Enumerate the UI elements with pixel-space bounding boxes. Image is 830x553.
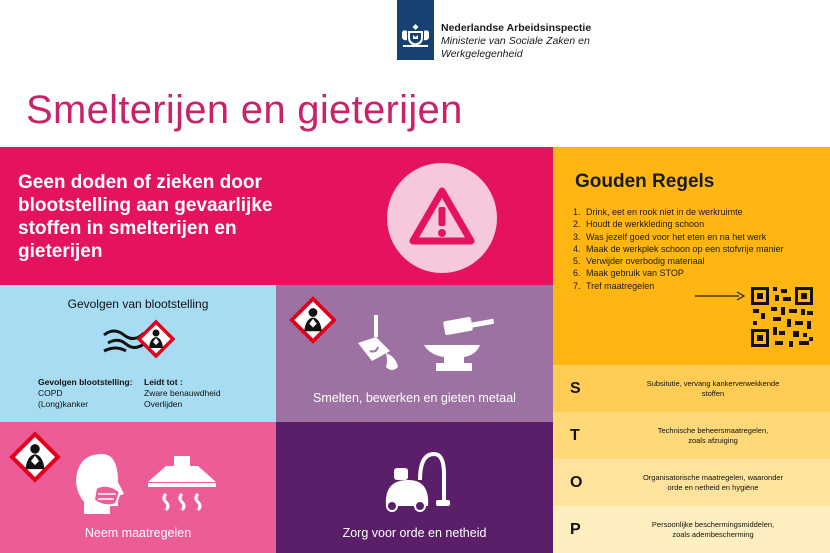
leads-to-heading: Leidt tot : [144, 377, 183, 387]
melting-panel [276, 285, 553, 422]
measures-panel [0, 422, 276, 553]
stop-description: Subsitutie, vervang kankerverwekkende stoffen [646, 378, 780, 398]
effects-heading: Gevolgen blootstelling: [38, 377, 133, 387]
hero-line-2: blootstelling aan gevaarlijke [18, 195, 273, 216]
stop-row-t [553, 412, 830, 459]
exposure-effects-panel [0, 285, 276, 422]
stop-row-s [553, 365, 830, 412]
stop-description: Organisatorische maatregelen, waaronder orde en netheid en hygiëne [642, 472, 784, 492]
golden-rules-list [573, 206, 784, 292]
organisation-name [441, 22, 591, 61]
exposure-effects-title: Gevolgen van blootstelling [67, 297, 209, 311]
list-item: 6. Maak gebruik van STOP [573, 268, 684, 279]
warning-triangle-icon [409, 187, 475, 247]
stop-letter: T [570, 427, 580, 444]
ministry-line-1: Ministerie van Sociale Zaken en [441, 35, 590, 47]
arrow-right-icon [695, 291, 745, 301]
stop-letter: P [570, 521, 581, 538]
measures-caption: Neem maatregelen [84, 526, 192, 540]
ghs-health-hazard-icon [8, 430, 62, 484]
stop-letter: S [570, 380, 581, 397]
stop-row-p [553, 506, 830, 553]
vacuum-cleaner-icon [380, 450, 450, 512]
stop-row-o [553, 459, 830, 506]
list-item: 3. Was jezelf goed voor het eten en na het werk [573, 231, 767, 242]
hero-line-3: stoffen in smelterijen en [18, 218, 237, 239]
housekeeping-panel [276, 422, 553, 553]
leads-to-column [144, 377, 221, 410]
stop-description: Technische beheersmaatregelen, zoals afzuiging [657, 425, 769, 445]
ghs-health-hazard-icon [136, 319, 176, 359]
list-item: 2. Houdt de werkkleding schoon [573, 219, 705, 230]
hero-line-4: gieterijen [18, 241, 103, 262]
anvil-hammer-icon [422, 317, 498, 377]
effects-item: (Long)kanker [38, 399, 89, 409]
hero-line-1: Geen doden of zieken door [18, 172, 262, 193]
list-item: 4. Maak de werkplek schoon op een stofvrije manier [573, 243, 784, 254]
stop-description: Persoonlijke beschermingsmiddelen, zoals adembescherming [651, 519, 775, 539]
page-title: Smelterijen en gieterijen [26, 88, 463, 132]
ministry-line-2: Werkgelegenheid [441, 48, 523, 60]
golden-rules-title: Gouden Regels [575, 171, 715, 192]
crucible-icon [352, 313, 414, 375]
list-item: 1. Drink, eet en rook niet in de werkruimte [573, 207, 743, 217]
melting-caption: Smelten, bewerken en gieten metaal [313, 391, 516, 405]
stop-letter: O [570, 474, 583, 491]
coat-of-arms-icon [400, 22, 431, 48]
effects-column [38, 377, 132, 410]
face-mask-icon [68, 450, 136, 518]
logo-bar [397, 0, 434, 60]
hero-panel [0, 147, 553, 285]
leads-to-item: Overlijden [144, 399, 183, 409]
extractor-hood-icon [146, 456, 218, 512]
housekeeping-caption: Zorg voor orde en netheid [342, 526, 487, 540]
effects-item: COPD [38, 388, 63, 398]
qr-code-icon[interactable] [751, 287, 813, 347]
warning-badge [387, 163, 497, 273]
list-item: 5. Verwijder overbodig materiaal [573, 256, 705, 267]
ghs-health-hazard-icon [288, 295, 338, 345]
leads-to-item: Zware benauwdheid [144, 388, 221, 398]
hero-statement [18, 171, 338, 263]
list-item: 7. Tref maatregelen [573, 280, 655, 291]
golden-rules-panel [553, 147, 830, 365]
org-name: Nederlandse Arbeidsinspectie [441, 22, 592, 34]
